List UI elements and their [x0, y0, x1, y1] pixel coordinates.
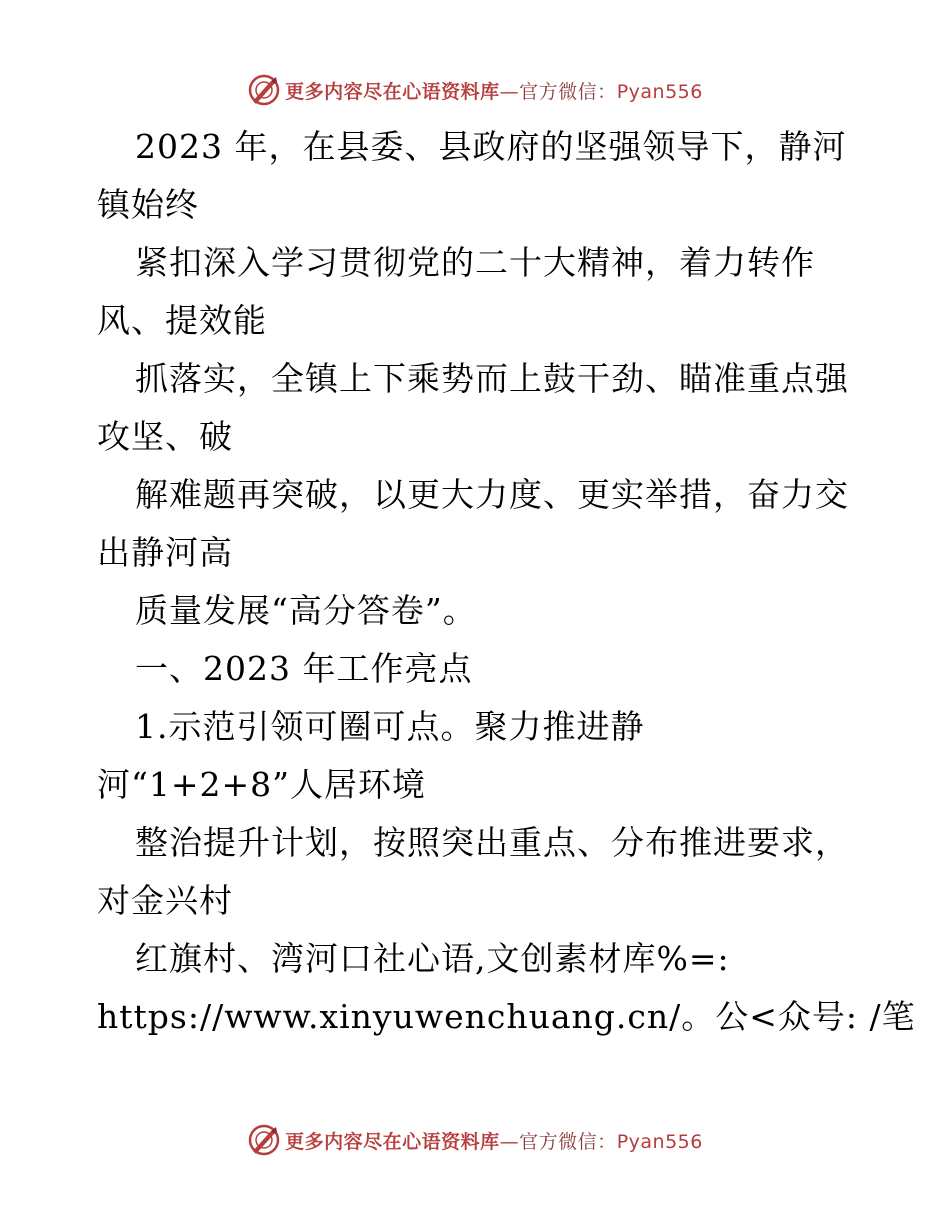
footer-banner: [0, 1120, 950, 1160]
header-banner: [0, 70, 950, 110]
text-line: https://www.xinyuwenchuang.cn/。公<众号: /笔: [97, 997, 916, 1036]
header-dash: —: [499, 80, 520, 103]
text-line: 2023 年，在县委、县政府的坚强领导下，静河: [135, 127, 847, 166]
text-line: 河“1+2+8”人居环境: [97, 765, 427, 804]
header-contact-label: 官方微信：: [519, 80, 617, 103]
text-line: 质量发展“高分答卷”。: [135, 591, 477, 630]
text-line: 风、提效能: [97, 301, 267, 340]
section-heading: 一、2023 年工作亮点: [135, 649, 473, 688]
header-text: [285, 77, 703, 104]
footer-dash: —: [499, 1130, 520, 1153]
header-contact-id: Pyan556: [616, 80, 703, 103]
text-line: 对金兴村: [97, 881, 233, 920]
footer-contact-id: Pyan556: [616, 1130, 703, 1153]
footer-text: [285, 1127, 703, 1154]
text-line: 出静河高: [97, 533, 233, 572]
text-line: 解难题再突破，以更大力度、更实举措，奋力交: [135, 475, 849, 514]
footer-brand: 更多内容尽在心语资料库: [285, 1130, 500, 1153]
text-line: 红旗村、湾河口社心语,文创素材库%=:: [135, 939, 730, 978]
text-line: 抓落实，全镇上下乘势而上鼓干劲、瞄准重点强: [135, 359, 849, 398]
text-line: 整治提升计划，按照突出重点、分布推进要求，: [135, 823, 849, 862]
text-line: 1.示范引领可圈可点。聚力推进静: [135, 707, 645, 746]
pen-logo-icon: [247, 73, 281, 107]
pen-logo-icon: [247, 1123, 281, 1157]
footer-contact-label: 官方微信：: [519, 1130, 617, 1153]
text-line: 镇始终: [97, 185, 199, 224]
header-brand: 更多内容尽在心语资料库: [285, 80, 500, 103]
document-body: [97, 118, 916, 1046]
text-line: 紧扣深入学习贯彻党的二十大精神，着力转作: [135, 243, 815, 282]
text-line: 攻坚、破: [97, 417, 233, 456]
